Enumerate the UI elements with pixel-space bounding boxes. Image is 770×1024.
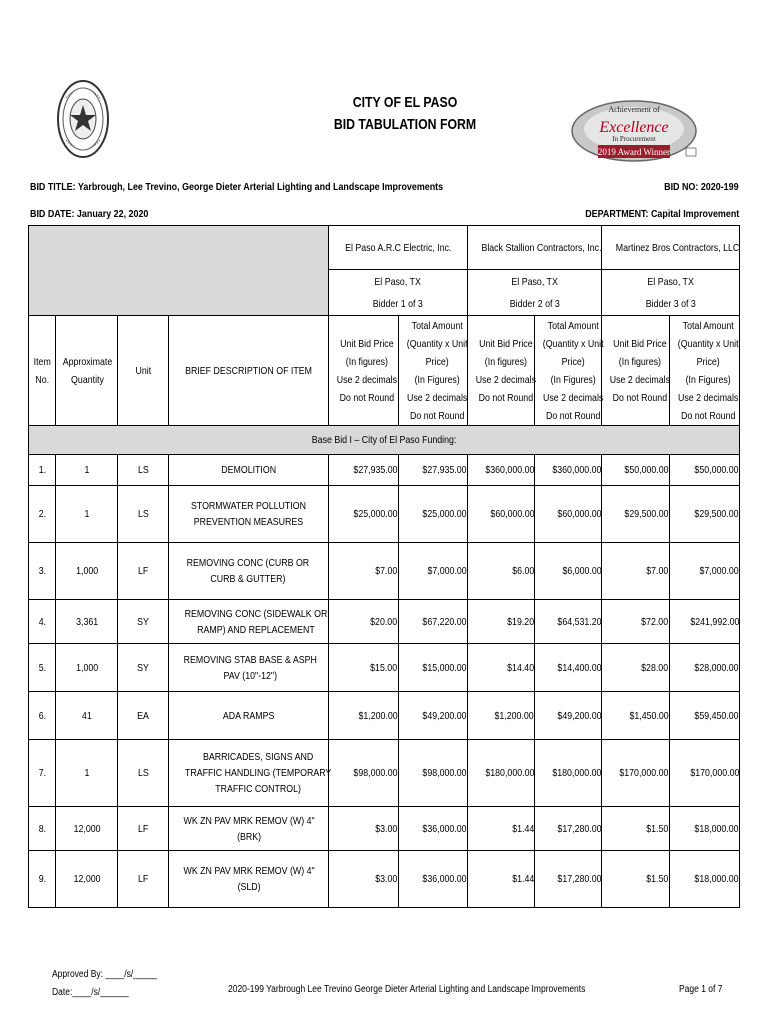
col-total-amount: Total Amount (Quantity x Unit Price) (In Figures) Use 2 decimals Do not Round: [398, 316, 467, 426]
unit-bid-price: $28.00: [602, 644, 669, 692]
bidder-3-rank: Bidder 3 of 3: [602, 294, 740, 316]
item-quantity: 12,000: [56, 807, 118, 851]
total-amount: $180,000.00: [535, 740, 602, 807]
total-amount: $14,400.00: [535, 644, 602, 692]
unit-bid-price: $7.00: [602, 543, 669, 600]
unit-bid-price: $15.00: [329, 644, 398, 692]
bidder-1-name: El Paso A.R.C Electric, Inc.: [329, 226, 468, 270]
total-amount: $17,280.00: [535, 851, 602, 908]
total-amount: $29,500.00: [669, 486, 739, 543]
unit-bid-price: $1,200.00: [329, 692, 398, 740]
total-amount: $36,000.00: [398, 851, 467, 908]
item-unit: EA: [118, 692, 168, 740]
table-row: [29, 740, 740, 807]
bidder-2-city: El Paso, TX: [467, 270, 602, 294]
total-amount: $360,000.00: [535, 455, 602, 486]
unit-bid-price: $60,000.00: [467, 486, 534, 543]
bid-date: BID DATE: January 22, 2020: [30, 208, 149, 220]
item-description: WK ZN PAV MRK REMOV (W) 4" (SLD): [168, 851, 329, 908]
item-unit: SY: [118, 644, 168, 692]
unit-bid-price: $180,000.00: [467, 740, 534, 807]
item-no: 4.: [29, 600, 56, 644]
bidder-1-rank: Bidder 1 of 3: [329, 294, 468, 316]
item-unit: LF: [118, 851, 168, 908]
unit-bid-price: $170,000.00: [602, 740, 669, 807]
bid-number: BID NO: 2020-199: [664, 181, 739, 193]
bidder-1-city: El Paso, TX: [329, 270, 468, 294]
table-row: [29, 543, 740, 600]
unit-bid-price: $29,500.00: [602, 486, 669, 543]
bid-tabulation-table: [28, 225, 740, 908]
bidder-3-city: El Paso, TX: [602, 270, 740, 294]
item-no: 2.: [29, 486, 56, 543]
item-no: 3.: [29, 543, 56, 600]
total-amount: $98,000.00: [398, 740, 467, 807]
page-number: Page 1 of 7: [679, 984, 723, 995]
unit-bid-price: $14.40: [467, 644, 534, 692]
bidder-2-rank: Bidder 2 of 3: [467, 294, 602, 316]
total-amount: $7,000.00: [669, 543, 739, 600]
table-row: [29, 600, 740, 644]
item-description: BARRICADES, SIGNS AND TRAFFIC HANDLING (TEMPORARY TRAFFIC CONTROL): [168, 740, 329, 807]
table-row: [29, 692, 740, 740]
total-amount: $7,000.00: [398, 543, 467, 600]
item-description: REMOVING STAB BASE & ASPH PAV (10"-12"): [168, 644, 329, 692]
unit-bid-price: $1.50: [602, 807, 669, 851]
total-amount: $25,000.00: [398, 486, 467, 543]
svg-text:Excellence: Excellence: [599, 119, 669, 136]
total-amount: $49,200.00: [535, 692, 602, 740]
total-amount: $17,280.00: [535, 807, 602, 851]
item-no: 6.: [29, 692, 56, 740]
unit-bid-price: $1,450.00: [602, 692, 669, 740]
total-amount: $15,000.00: [398, 644, 467, 692]
item-unit: LS: [118, 486, 168, 543]
approval-date: Date:____/s/______: [52, 987, 129, 998]
item-unit: LF: [118, 807, 168, 851]
department: DEPARTMENT: Capital Improvement: [584, 208, 739, 220]
table-row: [29, 851, 740, 908]
item-quantity: 12,000: [56, 851, 118, 908]
footer-bid-title: 2020-199 Yarbrough Lee Trevino George Dieter Arterial Lighting and Landscape Improvements: [228, 984, 586, 995]
col-description: BRIEF DESCRIPTION OF ITEM: [168, 316, 329, 426]
unit-bid-price: $6.00: [467, 543, 534, 600]
unit-bid-price: $1.44: [467, 807, 534, 851]
total-amount: $18,000.00: [669, 851, 739, 908]
header-blank: [29, 226, 329, 316]
unit-bid-price: $19.20: [467, 600, 534, 644]
svg-text:In Procurement: In Procurement: [612, 135, 656, 143]
unit-bid-price: $3.00: [329, 807, 398, 851]
total-amount: $170,000.00: [669, 740, 739, 807]
table-row: [29, 486, 740, 543]
total-amount: $64,531.20: [535, 600, 602, 644]
unit-bid-price: $7.00: [329, 543, 398, 600]
item-no: 1.: [29, 455, 56, 486]
bid-title: BID TITLE: Yarbrough, Lee Trevino, George Dieter Arterial Lighting and Landscape Improvements: [30, 181, 444, 193]
item-unit: LS: [118, 740, 168, 807]
bidder-3-name: Martinez Bros Contractors, LLC: [602, 226, 740, 270]
item-description: REMOVING CONC (CURB OR CURB & GUTTER): [168, 543, 329, 600]
item-description: REMOVING CONC (SIDEWALK OR RAMP) AND REPLACEMENT: [168, 600, 329, 644]
total-amount: $59,450.00: [669, 692, 739, 740]
col-unit-bid-price: Unit Bid Price (In figures) Use 2 decimals Do not Round: [602, 316, 669, 426]
item-quantity: 1: [56, 740, 118, 807]
award-badge-logo: [568, 98, 708, 164]
item-quantity: 41: [56, 692, 118, 740]
bidder-2-name: Black Stallion Contractors, Inc.: [467, 226, 602, 270]
item-quantity: 1,000: [56, 644, 118, 692]
total-amount: $27,935.00: [398, 455, 467, 486]
item-no: 8.: [29, 807, 56, 851]
col-total-amount: Total Amount (Quantity x Unit Price) (In Figures) Use 2 decimals Do not Round: [535, 316, 602, 426]
total-amount: $50,000.00: [669, 455, 739, 486]
item-no: 5.: [29, 644, 56, 692]
item-unit: LS: [118, 455, 168, 486]
item-no: 9.: [29, 851, 56, 908]
unit-bid-price: $25,000.00: [329, 486, 398, 543]
total-amount: $67,220.00: [398, 600, 467, 644]
unit-bid-price: $1.50: [602, 851, 669, 908]
table-row: [29, 455, 740, 486]
unit-bid-price: $27,935.00: [329, 455, 398, 486]
item-quantity: 1: [56, 486, 118, 543]
total-amount: $18,000.00: [669, 807, 739, 851]
page-title: CITY OF EL PASO BID TABULATION FORM: [333, 94, 477, 133]
item-unit: LF: [118, 543, 168, 600]
table-row: [29, 644, 740, 692]
item-quantity: 1,000: [56, 543, 118, 600]
unit-bid-price: $50,000.00: [602, 455, 669, 486]
item-description: ADA RAMPS: [168, 692, 329, 740]
col-quantity: Approximate Quantity: [56, 316, 118, 426]
section-title: Base Bid I – City of El Paso Funding:: [29, 426, 740, 455]
col-unit-bid-price: Unit Bid Price (In figures) Use 2 decimals Do not Round: [467, 316, 534, 426]
unit-bid-price: $3.00: [329, 851, 398, 908]
total-amount: $28,000.00: [669, 644, 739, 692]
unit-bid-price: $360,000.00: [467, 455, 534, 486]
approved-by: Approved By: ____/s/_____: [52, 969, 157, 980]
item-unit: SY: [118, 600, 168, 644]
total-amount: $36,000.00: [398, 807, 467, 851]
svg-text:Achievement of: Achievement of: [608, 105, 660, 114]
total-amount: $60,000.00: [535, 486, 602, 543]
table-row: [29, 807, 740, 851]
item-no: 7.: [29, 740, 56, 807]
total-amount: $241,992.00: [669, 600, 739, 644]
col-item-no: Item No.: [29, 316, 56, 426]
svg-text:2019 Award Winner: 2019 Award Winner: [597, 147, 671, 157]
item-quantity: 3,361: [56, 600, 118, 644]
unit-bid-price: $1,200.00: [467, 692, 534, 740]
item-description: WK ZN PAV MRK REMOV (W) 4" (BRK): [168, 807, 329, 851]
col-unit-bid-price: Unit Bid Price (In figures) Use 2 decimals Do not Round: [329, 316, 398, 426]
unit-bid-price: $20.00: [329, 600, 398, 644]
total-amount: $6,000.00: [535, 543, 602, 600]
col-total-amount: Total Amount (Quantity x Unit Price) (In Figures) Use 2 decimals Do not Round: [669, 316, 739, 426]
col-unit: Unit: [118, 316, 168, 426]
city-seal-logo: [56, 78, 110, 160]
total-amount: $49,200.00: [398, 692, 467, 740]
item-description: STORMWATER POLLUTION PREVENTION MEASURES: [168, 486, 329, 543]
item-quantity: 1: [56, 455, 118, 486]
unit-bid-price: $1.44: [467, 851, 534, 908]
unit-bid-price: $98,000.00: [329, 740, 398, 807]
item-description: DEMOLITION: [168, 455, 329, 486]
unit-bid-price: $72.00: [602, 600, 669, 644]
